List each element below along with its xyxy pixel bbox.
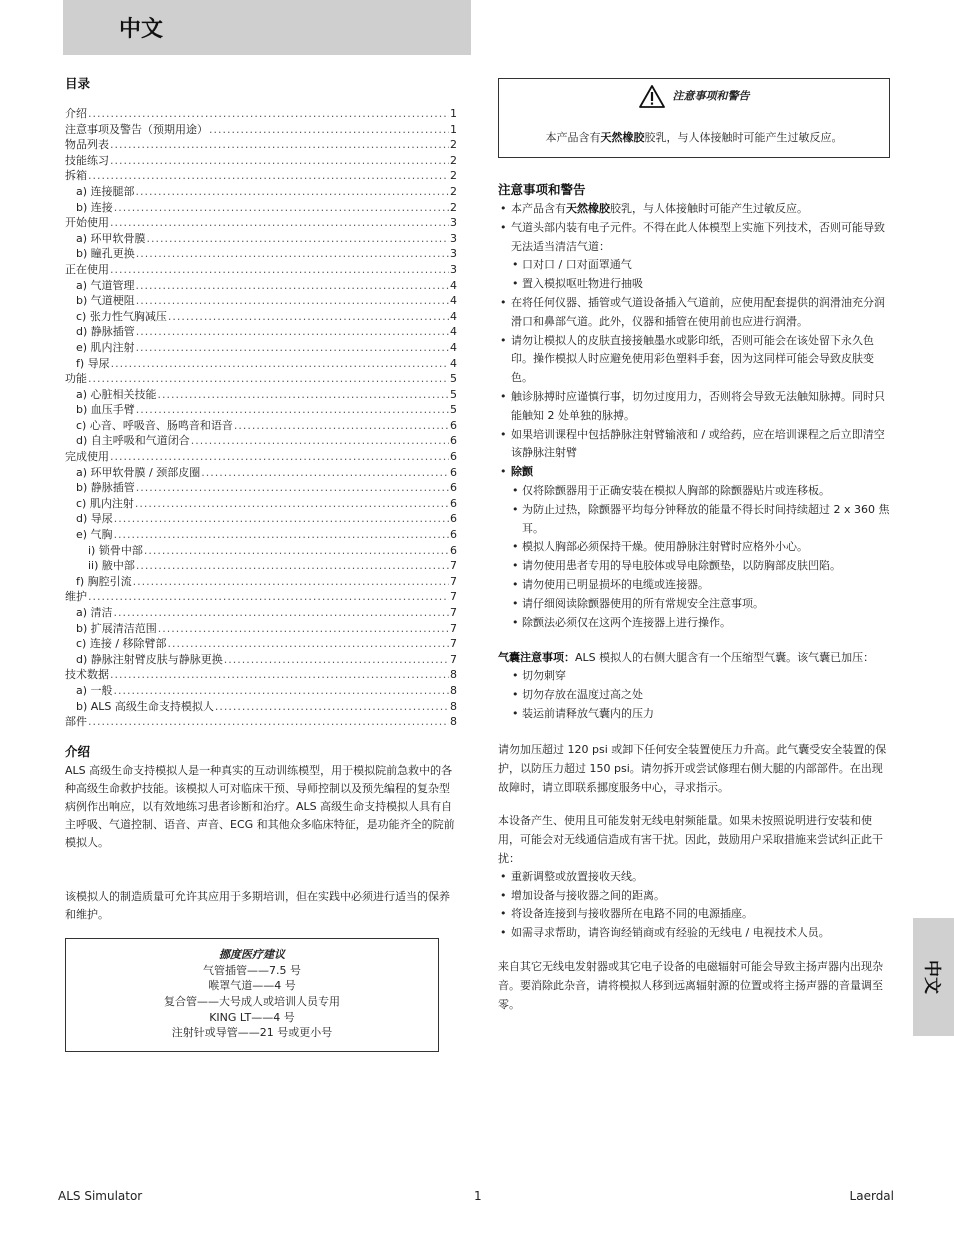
toc-entry-label: 开始使用 bbox=[65, 216, 109, 230]
precautions-title: 注意事项和警告 bbox=[498, 182, 586, 197]
toc-entry bbox=[65, 714, 457, 730]
toc-leader-dots bbox=[88, 589, 449, 605]
toc-entry-page: 4 bbox=[450, 325, 457, 339]
toc-entry-label: 介绍 bbox=[65, 107, 87, 120]
toc-entry-label: d) 静脉注射臂皮肤与静脉更换 bbox=[76, 652, 223, 666]
toc-entry bbox=[65, 621, 457, 637]
list-item: • 除颤法必须仅在这两个连接器上进行操作。 bbox=[498, 614, 890, 633]
list-item: • 请仔细阅读除颤器使用的所有常规安全注意事项。 bbox=[498, 595, 890, 614]
toc-entry-page: 1 bbox=[450, 107, 457, 120]
toc-entry-page: 6 bbox=[450, 528, 457, 542]
toc-entry-page: 8 bbox=[450, 699, 457, 713]
toc-leader-dots bbox=[136, 293, 449, 309]
toc-entry bbox=[65, 122, 457, 138]
toc-entry-label: f) 胸腔引流 bbox=[76, 574, 132, 588]
toc-leader-dots bbox=[136, 246, 449, 262]
toc-leader-dots bbox=[114, 200, 449, 216]
toc-entry bbox=[65, 449, 457, 465]
toc-entry bbox=[65, 371, 457, 387]
toc-entry-page: 3 bbox=[450, 262, 457, 276]
left-column bbox=[65, 74, 457, 1052]
toc-entry-label: b) ALS 高级生命支持模拟人 bbox=[76, 699, 214, 713]
toc-leader-dots bbox=[114, 527, 449, 543]
toc-leader-dots bbox=[88, 106, 449, 122]
toc-entry-label: 拆箱 bbox=[65, 169, 87, 183]
toc-leader-dots bbox=[158, 621, 449, 637]
toc-entry bbox=[65, 480, 457, 496]
list-item: • 请勿使用已明显损坏的电缆或连接器。 bbox=[498, 576, 890, 595]
toc-entry-label: a) 连接腿部 bbox=[76, 184, 135, 198]
toc-leader-dots bbox=[111, 356, 449, 372]
toc-entry bbox=[65, 293, 457, 309]
toc-entry-label: c) 连接 / 移除臂部 bbox=[76, 637, 167, 651]
toc-leader-dots bbox=[144, 543, 449, 559]
toc-title: 目录 bbox=[65, 76, 91, 91]
right-column bbox=[498, 78, 890, 1014]
toc-leader-dots bbox=[114, 511, 449, 527]
toc-entry-label: a) 清洁 bbox=[76, 606, 113, 619]
toc-entry bbox=[65, 387, 457, 403]
toc-entry-label: b) 静脉插管 bbox=[76, 481, 135, 495]
toc-leader-dots bbox=[191, 433, 449, 449]
toc-entry-page: 5 bbox=[450, 403, 457, 417]
toc-leader-dots bbox=[110, 449, 449, 465]
toc-leader-dots bbox=[136, 402, 449, 418]
toc-entry bbox=[65, 605, 457, 621]
toc-entry bbox=[65, 324, 457, 340]
toc-entry bbox=[65, 402, 457, 418]
toc-entry bbox=[65, 262, 457, 278]
toc-entry-page: 4 bbox=[450, 340, 457, 354]
list-item: • 请勿让模拟人的皮肤直接接触墨水或影印纸，否则可能会在该处留下永久色印。操作模拟人时应避免使用彩色塑料手套，因为这同样可能会导致皮肤变色。 bbox=[498, 332, 890, 388]
toc-entry-label: c) 张力性气胸减压 bbox=[76, 309, 167, 323]
toc-entry-page: 2 bbox=[450, 184, 457, 198]
toc-entry bbox=[65, 418, 457, 434]
recommendation-line: KING LT——4 号 bbox=[209, 1010, 295, 1024]
toc-entry-page: 1 bbox=[450, 122, 457, 136]
toc-entry-page: 6 bbox=[450, 465, 457, 479]
toc-entry-page: 6 bbox=[450, 481, 457, 495]
toc-entry-label: b) 瞳孔更换 bbox=[76, 247, 135, 261]
toc-entry bbox=[65, 356, 457, 372]
toc-leader-dots bbox=[201, 465, 449, 481]
latex-warning-box bbox=[498, 78, 890, 158]
toc-entry bbox=[65, 527, 457, 543]
toc-entry bbox=[65, 511, 457, 527]
list-item: • 将设备连接到与接收器所在电路不同的电源插座。 bbox=[498, 905, 890, 924]
toc-entry bbox=[65, 558, 457, 574]
toc-leader-dots bbox=[136, 340, 449, 356]
toc-entry-label: f) 导尿 bbox=[76, 356, 110, 370]
toc-entry-label: d) 导尿 bbox=[76, 512, 113, 526]
toc-leader-dots bbox=[209, 122, 449, 138]
toc-entry-label: a) 心脏相关技能 bbox=[76, 387, 157, 401]
toc-entry-label: 功能 bbox=[65, 372, 87, 386]
toc-entry-label: 部件 bbox=[65, 715, 87, 729]
toc-entry-label: 注意事项及警告（预期用途） bbox=[65, 122, 208, 136]
language-banner bbox=[63, 0, 471, 55]
toc-entry-label: b) 连接 bbox=[76, 200, 113, 214]
toc-entry bbox=[65, 496, 457, 512]
list-item: • 装运前请释放气囊内的压力 bbox=[498, 705, 890, 724]
list-item: • 请勿使用患者专用的导电胶体或导电除颤垫，以防胸部皮肤凹陷。 bbox=[498, 557, 890, 576]
rf-paragraph: 本设备产生、使用且可能发射无线电射频能量。如果未按照说明进行安装和使用，可能会对无线通信造成有害干扰。因此，鼓励用户采取措施来尝试纠正此干扰： bbox=[498, 813, 883, 865]
toc-entry bbox=[65, 246, 457, 262]
footer-page-number: 1 bbox=[474, 1189, 482, 1203]
toc-leader-dots bbox=[147, 231, 449, 247]
toc-entry bbox=[65, 231, 457, 247]
toc-leader-dots bbox=[114, 683, 449, 699]
toc-entry bbox=[65, 215, 457, 231]
toc-entry-page: 6 bbox=[450, 434, 457, 448]
list-item: • 切勿刺穿 bbox=[498, 667, 890, 686]
warning-title: 注意事项和警告 bbox=[672, 89, 750, 103]
toc-leader-dots bbox=[133, 574, 449, 590]
toc-entry-label: 技能练习 bbox=[65, 153, 109, 167]
toc-entry-page: 6 bbox=[450, 512, 457, 526]
toc-leader-dots bbox=[88, 714, 449, 730]
toc-entry-page: 6 bbox=[450, 418, 457, 432]
toc-entry-label: ii) 腋中部 bbox=[88, 559, 135, 573]
toc-entry-label: e) 气胸 bbox=[76, 528, 113, 542]
pressure-paragraph: 请勿加压超过 120 psi 或卸下任何安全装置使压力升高。此气囊受安全装置的保护，以防压力超过 150 psi。请勿拆开或尝试修理右侧大腿的内部部件。在出现故障时，请立即联系挪度服务中心，寻求指示。 bbox=[498, 742, 887, 794]
list-item: • 本产品含有天然橡胶胶乳，与人体接触时可能产生过敏反应。 bbox=[498, 200, 890, 219]
recommendation-line: 注射针或导管——21 号或更小号 bbox=[171, 1026, 333, 1040]
toc-entry-label: a) 环甲软骨膜 / 颈部皮圈 bbox=[76, 465, 201, 479]
toc-entry bbox=[65, 589, 457, 605]
toc-entry bbox=[65, 278, 457, 294]
toc-entry-label: a) 气道管理 bbox=[76, 278, 135, 292]
toc-entry-page: 5 bbox=[450, 372, 457, 386]
toc-entry bbox=[65, 153, 457, 169]
toc-entry-page: 7 bbox=[450, 637, 457, 651]
toc-leader-dots bbox=[168, 309, 449, 325]
toc-entry-page: 7 bbox=[450, 590, 457, 604]
list-item: • 如需寻求帮助，请咨询经销商或有经验的无线电 / 电视技术人员。 bbox=[498, 924, 890, 943]
language-label: 中文 bbox=[119, 17, 164, 42]
toc-entry-page: 4 bbox=[450, 356, 457, 370]
toc-leader-dots bbox=[114, 605, 449, 621]
toc-entry-page: 2 bbox=[450, 200, 457, 214]
recommendation-line: 喉罩气道——4 号 bbox=[208, 979, 296, 993]
toc-entry bbox=[65, 433, 457, 449]
toc-entry-page: 6 bbox=[450, 496, 457, 510]
list-item: • 切勿存放在温度过高之处 bbox=[498, 686, 890, 705]
toc-entry-page: 7 bbox=[450, 606, 457, 619]
list-item: • 口对口 / 口对面罩通气 bbox=[498, 256, 890, 275]
toc-leader-dots bbox=[136, 480, 449, 496]
toc-entry-page: 3 bbox=[450, 216, 457, 230]
toc-entry-page: 8 bbox=[450, 715, 457, 729]
toc-entry-page: 2 bbox=[450, 153, 457, 167]
toc-entry-page: 4 bbox=[450, 309, 457, 323]
intro-maintenance-paragraph: 该模拟人的制造质量可允许其应用于多期培训，但在实践中必须进行适当的保养和维护。 bbox=[65, 889, 450, 921]
list-item: • 气道头部内装有电子元件。不得在此人体模型上实施下列技术，否则可能导致无法适当清洁气道： bbox=[498, 219, 890, 257]
toc-leader-dots bbox=[88, 168, 449, 184]
toc-entry bbox=[65, 667, 457, 683]
toc-leader-dots bbox=[136, 558, 449, 574]
toc-entry-label: c) 心音、呼吸音、肠鸣音和语音 bbox=[76, 418, 233, 432]
toc-entry-label: a) 一般 bbox=[76, 683, 113, 697]
toc-leader-dots bbox=[234, 418, 449, 434]
toc-entry-page: 7 bbox=[450, 559, 457, 573]
toc-entry bbox=[65, 636, 457, 652]
list-item: • 在将任何仪器、插管或气道设备插入气道前，应使用配套提供的润滑油充分润滑口和鼻部气道。此外，仪器和插管在使用前也应进行润滑。 bbox=[498, 294, 890, 332]
recommendation-line: 复合管——大号成人或培训人员专用 bbox=[164, 994, 340, 1008]
toc-entry-label: c) 肌内注射 bbox=[76, 496, 134, 510]
warning-triangle-icon bbox=[639, 85, 665, 108]
list-item: • 为防止过热，除颤器平均每分钟释放的能量不得长时间持续超过 2 x 360 焦耳。 bbox=[498, 501, 890, 539]
toc-entry-page: 3 bbox=[450, 231, 457, 245]
toc-entry-page: 7 bbox=[450, 621, 457, 635]
language-side-tab bbox=[913, 918, 954, 1036]
intro-paragraph: ALS 高级生命支持模拟人是一种真实的互动训练模型，用于模拟院前急救中的各种高级生命救护技能。该模拟人可对临床干预、导师控制以及预先编程的复杂型病例作出响应，以有效地练习患者诊断和治疗。ALS 高级生命支持模拟人具有自主呼吸、气道控制、语音、声音、ECG 和其他众多临床特征，是功能齐全的院前模拟人。 bbox=[65, 763, 455, 849]
list-item: • 模拟人胸部必须保持干燥。使用静脉注射臂时应格外小心。 bbox=[498, 538, 890, 557]
list-item: • 仅将除颤器用于正确安装在模拟人胸部的除颤器贴片或连移板。 bbox=[498, 482, 890, 501]
toc-entry bbox=[65, 137, 457, 153]
list-item: • 除颤 bbox=[498, 463, 890, 482]
toc-entry-label: b) 血压手臂 bbox=[76, 403, 135, 417]
toc-leader-dots bbox=[110, 215, 449, 231]
toc-entry bbox=[65, 309, 457, 325]
toc-entry bbox=[65, 652, 457, 668]
toc-entry-page: 2 bbox=[450, 138, 457, 152]
airbag-list bbox=[498, 667, 890, 723]
toc-entry bbox=[65, 340, 457, 356]
table-of-contents bbox=[65, 106, 457, 730]
recommendation-line: 气管插管——7.5 号 bbox=[203, 963, 301, 977]
toc-entry-page: 8 bbox=[450, 683, 457, 697]
toc-entry-label: 完成使用 bbox=[65, 450, 109, 464]
toc-entry-label: i) 锁骨中部 bbox=[88, 543, 143, 557]
toc-entry bbox=[65, 200, 457, 216]
toc-entry bbox=[65, 106, 457, 122]
recommendation-title: 挪度医疗建议 bbox=[219, 947, 285, 961]
toc-entry-label: 维护 bbox=[65, 590, 87, 604]
list-item: • 重新调整或放置接收天线。 bbox=[498, 868, 890, 887]
toc-entry bbox=[65, 699, 457, 715]
toc-entry-page: 7 bbox=[450, 652, 457, 666]
recommendation-box bbox=[65, 938, 439, 1052]
toc-entry-label: 技术数据 bbox=[65, 668, 109, 682]
toc-entry bbox=[65, 543, 457, 559]
toc-entry bbox=[65, 574, 457, 590]
toc-entry-label: 物品列表 bbox=[65, 138, 109, 152]
toc-entry bbox=[65, 184, 457, 200]
warning-header bbox=[499, 85, 889, 108]
intro-title: 介绍 bbox=[65, 743, 91, 759]
toc-entry-label: a) 环甲软骨膜 bbox=[76, 231, 146, 245]
toc-entry-page: 6 bbox=[450, 543, 457, 557]
toc-leader-dots bbox=[110, 137, 449, 153]
toc-entry-label: e) 肌内注射 bbox=[76, 340, 135, 354]
list-item: • 增加设备与接收器之间的距离。 bbox=[498, 887, 890, 906]
toc-entry-page: 7 bbox=[450, 574, 457, 588]
toc-leader-dots bbox=[136, 324, 449, 340]
toc-leader-dots bbox=[136, 184, 449, 200]
toc-leader-dots bbox=[224, 652, 449, 668]
toc-entry bbox=[65, 465, 457, 481]
toc-entry-page: 5 bbox=[450, 387, 457, 401]
toc-entry-page: 8 bbox=[450, 668, 457, 682]
precautions-list bbox=[498, 200, 890, 632]
list-item: • 触诊脉搏时应谨慎行事，切勿过度用力，否则将会导致无法触知脉搏。同时只能触知 2 处单独的脉搏。 bbox=[498, 388, 890, 426]
noise-paragraph: 来自其它无线电发射器或其它电子设备的电磁辐射可能会导致主扬声器内出现杂音。要消除此杂音，请将模拟人移到远离辐射源的位置或将主扬声器的音量调至零。 bbox=[498, 959, 883, 1011]
toc-leader-dots bbox=[136, 278, 449, 294]
airbag-paragraph: 气囊注意事项：ALS 模拟人的右侧大腿含有一个压缩型气囊。该气囊已加压： bbox=[498, 651, 875, 665]
side-tab-label: 中文 bbox=[921, 960, 941, 994]
toc-entry-page: 6 bbox=[450, 450, 457, 464]
toc-leader-dots bbox=[110, 667, 449, 683]
toc-entry bbox=[65, 683, 457, 699]
footer-product-name: ALS Simulator bbox=[58, 1189, 143, 1203]
warning-text: 本产品含有天然橡胶胶乳，与人体接触时可能产生过敏反应。 bbox=[545, 131, 843, 144]
toc-entry-label: b) 气道梗阻 bbox=[76, 294, 135, 308]
toc-entry-label: b) 扩展清洁范围 bbox=[76, 621, 157, 635]
toc-entry-page: 4 bbox=[450, 294, 457, 308]
toc-leader-dots bbox=[135, 496, 449, 512]
toc-leader-dots bbox=[88, 371, 449, 387]
toc-entry-page: 2 bbox=[450, 169, 457, 183]
toc-entry-label: 正在使用 bbox=[65, 262, 109, 276]
toc-leader-dots bbox=[110, 262, 449, 278]
toc-leader-dots bbox=[215, 699, 449, 715]
toc-entry bbox=[65, 168, 457, 184]
toc-entry-page: 3 bbox=[450, 247, 457, 261]
toc-entry-page: 4 bbox=[450, 278, 457, 292]
toc-leader-dots bbox=[158, 387, 449, 403]
toc-leader-dots bbox=[168, 636, 449, 652]
rf-list bbox=[498, 868, 890, 943]
footer-company-name: Laerdal bbox=[849, 1189, 894, 1203]
toc-entry-label: d) 静脉插管 bbox=[76, 325, 135, 339]
toc-leader-dots bbox=[110, 153, 449, 169]
toc-entry-label: d) 自主呼吸和气道闭合 bbox=[76, 434, 190, 448]
list-item: • 如果培训课程中包括静脉注射臂输液和 / 或给药，应在培训课程之后立即清空该静脉注射臂 bbox=[498, 426, 890, 464]
list-item: • 置入模拟呕吐物进行抽吸 bbox=[498, 275, 890, 294]
